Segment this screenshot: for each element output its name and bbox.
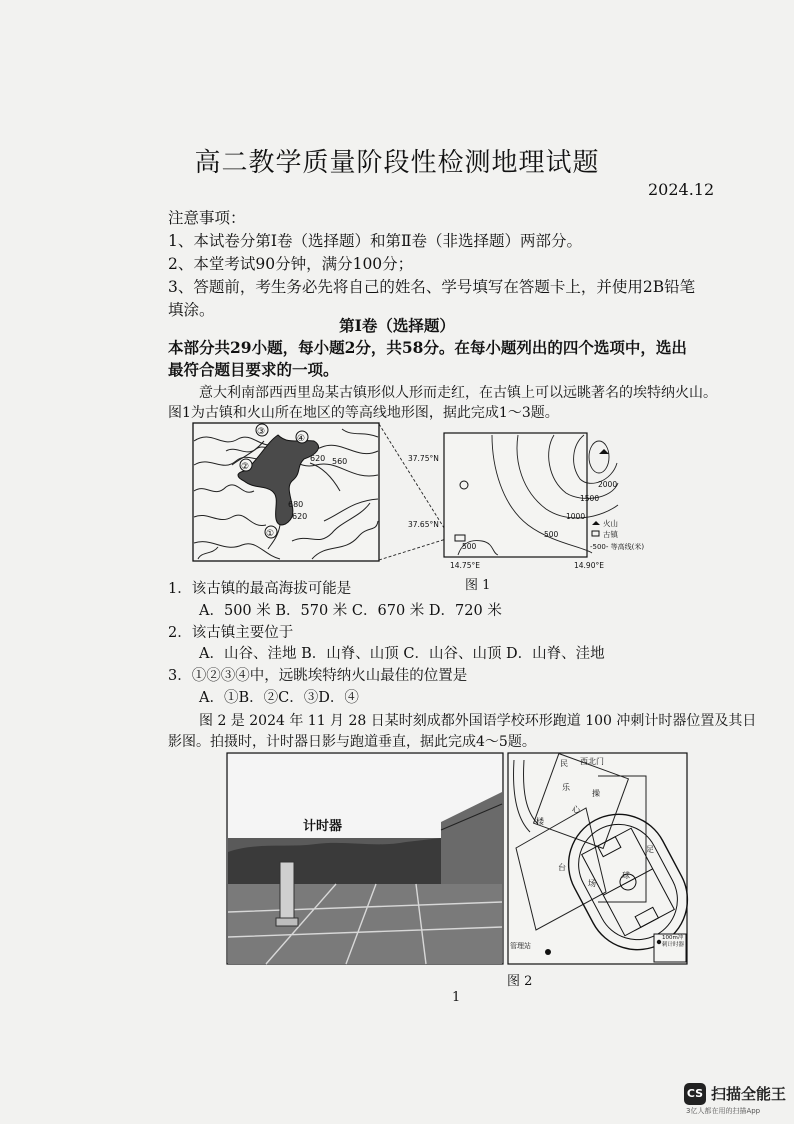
map-char: 心 [572,805,580,814]
contour-2000: 2000 [598,480,618,489]
question-3-options: A．①B．②C．③D．④ [199,690,359,706]
section-intro-cont: 最符合题目要求的一项。 [168,360,339,379]
map-char: 台 [558,863,566,872]
figure-1-caption: 图 1 [465,578,491,593]
map-char: 楼 [536,817,544,826]
timer-label: 计时器 [303,819,343,834]
passage-2-cont: 影图。拍摄时，计时器日影与跑道垂直，据此完成4～5题。 [168,734,536,750]
section-heading: 第Ⅰ卷（选择题） [339,316,455,335]
notice-item-1: 1、本试卷分第Ⅰ卷（选择题）和第Ⅱ卷（非选择题）两部分。 [168,232,583,250]
question-2: 2．该古镇主要位于 [168,625,294,641]
question-1: 1．该古镇的最高海拔可能是 [168,581,352,597]
west-gate-label: 西北门 [580,757,604,766]
contour-label: 620 [310,454,326,463]
passage-1: 意大利南部西西里岛某古镇形似人形而走红，在古镇上可以远眺著名的埃特纳火山。 [199,385,717,401]
map-char: 球 [622,871,630,880]
contour-label: 560 [332,457,348,466]
contour-1000: 1000 [566,512,586,521]
map-char: 民 [560,759,568,768]
campus-map [508,753,705,967]
question-3: 3．①②③④中，远眺埃特纳火山最佳的位置是 [168,668,468,684]
section-intro: 本部分共29小题，每小题2分，共58分。在每小题列出的四个选项中，选出 [168,338,687,357]
town-contour-map [193,423,379,561]
scanner-logo-icon: CS [684,1083,706,1105]
map-char: 操 [592,789,600,798]
marker-3: ③ [257,427,266,437]
lat-top: 37.75°N [408,454,439,463]
map-legend [590,518,644,551]
figure-2 [226,752,688,966]
gym-label: 管理站 [510,942,531,950]
page-title: 高二教学质量阶段性检测地理试题 [194,148,600,178]
timer-photo [227,753,503,964]
legend-contour: -500- 等高线(米) [590,543,645,551]
legend-town: 古镇 [603,530,618,539]
page-number: 1 [452,990,461,1005]
notice-item-2: 2、本堂考试90分钟，满分100分； [168,255,414,273]
marker-2: ② [241,462,250,472]
lon-left: 14.75°E [450,561,480,570]
notice-item-3: 3、答题前，考生务必先将自己的姓名、学号填写在答题卡上，并使用2B铅笔 [168,278,696,296]
passage-2: 图 2 是 2024 年 11 月 28 日某时刻成都外国语学校环形跑道 100 冲刺计时器位置及其日 [199,713,757,729]
lon-right: 14.90°E [574,561,604,570]
volcano-contour-map [408,433,644,570]
map-char: 足 [646,845,654,854]
contour-label: 680 [288,500,304,509]
question-2-options: A．山谷、洼地 B．山脊、山顶 C．山谷、山顶 D．山脊、洼地 [199,646,605,662]
lat-bottom: 37.65°N [408,520,439,529]
exam-date: 2024.12 [648,180,715,199]
marker-1: ① [266,529,275,539]
passage-1-cont: 图1为古镇和火山所在地区的等高线地形图，据此完成1～3题。 [168,405,559,421]
question-1-options: A．500 米 B．570 米 C．670 米 D．720 米 [199,603,502,619]
scanner-app-name: 扫描全能王 [711,1085,787,1103]
scanner-app-slogan: 3亿人都在用的扫描App [686,1107,761,1115]
contour-1500: 1500 [580,494,600,503]
notice-heading: 注意事项： [168,209,246,227]
legend-volcano: 火山 [603,519,618,528]
map-char: 乐 [562,783,570,792]
map-legend-timer: 100m冲刺计时器 [662,935,685,948]
notice-item-3-cont: 填涂。 [168,301,215,319]
marker-4: ④ [297,434,306,444]
contour-500: 500 [544,530,559,539]
figure-1 [192,421,645,573]
contour-label: 620 [292,512,308,521]
map-char: 场 [588,879,596,888]
figure-2-caption: 图 2 [507,974,533,989]
contour-500-town: 500 [462,542,477,551]
